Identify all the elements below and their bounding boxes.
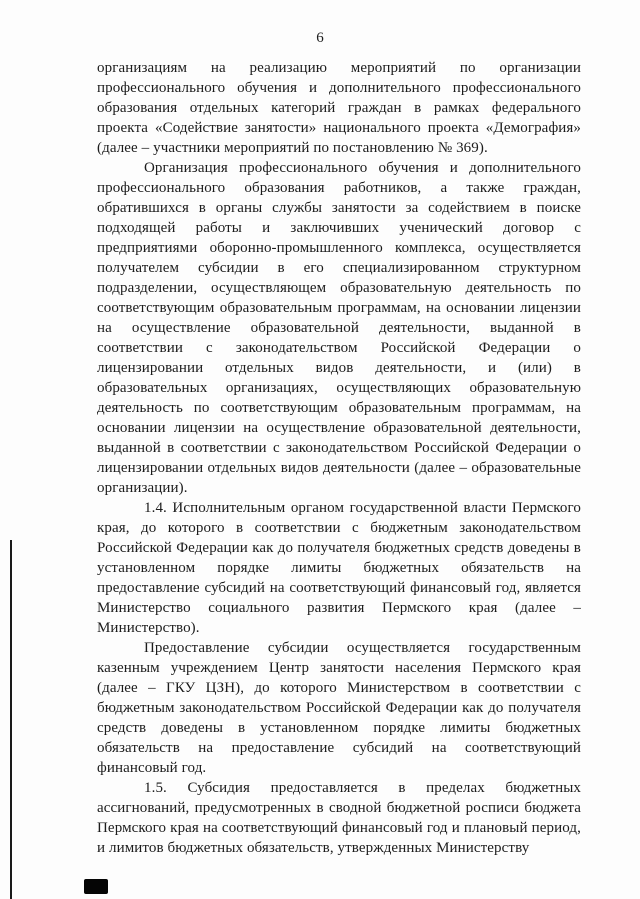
paragraph-clause-1-5: 1.5. Субсидия предоставляется в пределах бюджетных ассигнований, предусмотренных в сводной бюджетной росписи бюджета Пермского края на соответствующий финансовый год и плановый период, и лимитов бюджетных обязательств, утвержденных Министерству	[97, 780, 581, 856]
paragraph-organization: Организация профессионального обучения и дополнительного профессионального образования работников, а также граждан, обратившихся в органы службы занятости за содействием в поиске подходящей работы и заключивших ученический договор с предприятиями оборонно-промышленного комплекса, осуществляется получателем субсидии в его специализированном структурном подразделении, осуществляющем образовательную деятельность по соответствующим образовательным программам, на основании лицензии на осуществление образовательной деятельности, выданной в соответствии с законодательством Российской Федерации о лицензировании отдельных видов деятельности, и (или) в образовательных организациях, осуществляющих образовательную деятельность по соответствующим образовательным программам, на основании лицензии на осуществление образовательной деятельности, выданной в соответствии с законодательством Российской Федерации о лицензировании отдельных видов деятельности (далее – образовательные организации).	[97, 160, 581, 496]
paragraph-clause-1-4: 1.4. Исполнительным органом государственной власти Пермского края, до которого в соответствии с бюджетным законодательством Российской Федерации как до получателя бюджетных средств доведены в установленном порядке лимиты бюджетных обязательств на предоставление субсидий на соответствующий финансовый год, является Министерство социального развития Пермского края (далее – Министерство).	[97, 500, 581, 636]
scan-artifact-vertical-line	[10, 540, 12, 899]
page-number: 6	[316, 30, 324, 46]
document-body	[97, 58, 581, 858]
scan-artifact-blob	[84, 879, 108, 894]
paragraph-continuation: организациям на реализацию мероприятий по организации профессионального обучения и дополнительного профессионального образования отдельных категорий граждан в рамках федерального проекта «Содействие занятости» национального проекта «Демография» (далее – участники мероприятий по постановлению № 369).	[97, 60, 581, 156]
paragraph-subsidy-provision: Предоставление субсидии осуществляется государственным казенным учреждением Центр занятости населения Пермского края (далее – ГКУ ЦЗН), до которого Министерством в соответствии с бюджетным законодательством Российской Федерации как до получателя средств доведены в установленном порядке лимиты бюджетных обязательств на предоставление субсидий на соответствующий финансовый год.	[97, 640, 581, 776]
